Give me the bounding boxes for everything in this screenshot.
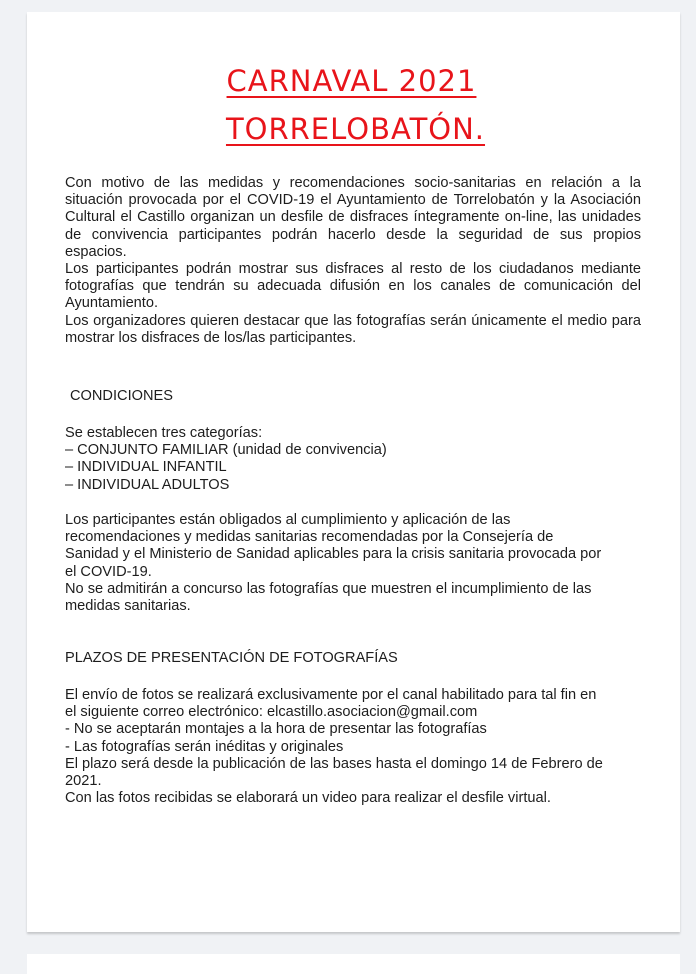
title-line-1: CARNAVAL 2021	[226, 64, 477, 98]
categories-list	[65, 425, 641, 494]
category-item: – INDIVIDUAL ADULTOS	[65, 476, 230, 493]
deadlines-line: Con las fotos recibidas se elaborará un video para realizar el desfile virtual.	[65, 790, 551, 807]
obligations-line: el COVID-19.	[65, 563, 152, 580]
category-item: – INDIVIDUAL INFANTIL	[65, 459, 227, 476]
intro-paragraph: Con motivo de las medidas y recomendaciones socio-sanitarias en relación a la situación provocada por el COVID-19 el Ayuntamiento de Torrelobatón y la Asociación Cultural el Castillo organizan un desfile de disfraces íntegramente on-line, las unidades de convivencia participantes podrán hacerlo desde la seguridad de sus propios espacios.	[65, 175, 641, 260]
deadlines-line: 2021.	[65, 773, 102, 790]
intro-paragraph: Los participantes podrán mostrar sus disfraces al resto de los ciudadanos mediante fotografías que tendrán su adecuada difusión en los canales de comunicación del Ayuntamiento.	[65, 261, 641, 312]
categories-intro: Se establecen tres categorías:	[65, 425, 263, 441]
title-line-2: TORRELOBATÓN.	[225, 112, 486, 146]
deadlines-line: - Las fotografías serán inéditas y originales	[65, 738, 344, 755]
obligations-line: Sanidad y el Ministerio de Sanidad aplicables para la crisis sanitaria provocada por	[65, 546, 602, 563]
intro-paragraph: Los organizadores quieren destacar que las fotografías serán únicamente el medio para mostrar los disfraces de los/las participantes.	[65, 312, 641, 346]
deadlines-line: El envío de fotos se realizará exclusivamente por el canal habilitado para tal fin en	[65, 687, 597, 703]
deadlines-section	[65, 687, 641, 807]
deadlines-line: - No se aceptarán montajes a la hora de presentar las fotografías	[65, 721, 487, 738]
obligations-line: No se admitirán a concurso las fotografías que muestren el incumplimiento de las	[65, 580, 592, 597]
category-item: – CONJUNTO FAMILIAR (unidad de convivencia)	[65, 442, 387, 459]
deadlines-line: el siguiente correo electrónico: elcastillo.asociacion@gmail.com	[65, 704, 478, 721]
obligations-line: medidas sanitarias.	[65, 598, 191, 615]
obligations-section	[65, 512, 641, 615]
next-document-page	[27, 954, 680, 974]
deadlines-heading: PLAZOS DE PRESENTACIÓN DE FOTOGRAFÍAS	[65, 650, 398, 666]
conditions-heading: CONDICIONES	[70, 388, 173, 404]
intro-section	[65, 175, 641, 347]
deadlines-line: El plazo será desde la publicación de las bases hasta el domingo 14 de Febrero de	[65, 755, 603, 772]
obligations-line: Los participantes están obligados al cumplimiento y aplicación de las	[65, 512, 511, 528]
document-page	[27, 12, 680, 932]
obligations-line: recomendaciones y medidas sanitarias recomendadas por la Consejería de	[65, 529, 554, 546]
